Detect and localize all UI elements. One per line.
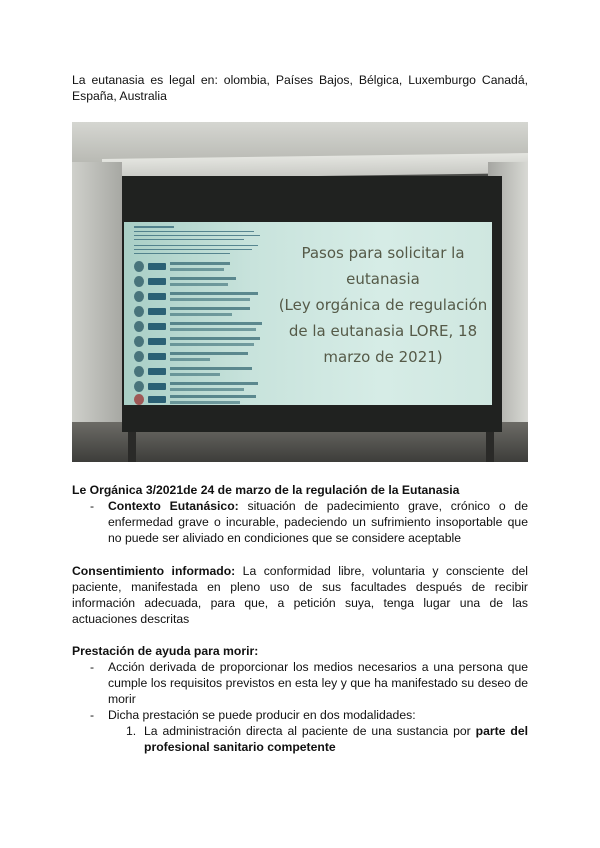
report-icon bbox=[134, 381, 144, 392]
step-text-line bbox=[170, 292, 258, 295]
slide-steps-column bbox=[130, 226, 268, 402]
intro-paragraph: La eutanasia es legal en: olombia, Países Bajos, Bélgica, Luxemburgo Canadá, España, Australia bbox=[72, 73, 528, 103]
step-text-line bbox=[170, 283, 228, 286]
doctor-icon bbox=[134, 291, 144, 302]
step-text-line bbox=[170, 367, 252, 370]
consentimiento-term: Consentimiento informado: bbox=[72, 564, 236, 578]
law-heading: Le Orgánica 3/2021de 24 de marzo de la regulación de la Eutanasia bbox=[72, 483, 460, 497]
step-text-line bbox=[170, 352, 248, 355]
step-text-line bbox=[170, 277, 236, 280]
step-text-line bbox=[170, 358, 210, 361]
person-icon bbox=[134, 261, 144, 272]
step-tag bbox=[148, 368, 166, 375]
modalidades-list bbox=[72, 723, 528, 755]
modalidad-item bbox=[72, 723, 528, 755]
slide-title-line: eutanasia bbox=[346, 270, 420, 288]
list-dash: - bbox=[90, 499, 95, 513]
slide-title-line: marzo de 2021) bbox=[323, 348, 443, 366]
list-number: 1. bbox=[126, 724, 137, 738]
projected-slide bbox=[124, 222, 492, 405]
slide-step bbox=[134, 350, 270, 365]
slide-text-line bbox=[134, 253, 230, 254]
step-tag bbox=[148, 338, 166, 345]
step-tag bbox=[148, 396, 166, 403]
consentimiento-paragraph bbox=[72, 563, 528, 627]
consultant-icon bbox=[134, 306, 144, 317]
commission-icon bbox=[134, 351, 144, 362]
people-icon bbox=[134, 336, 144, 347]
slide-title-line: Pasos para solicitar la bbox=[301, 244, 465, 262]
step-text-line bbox=[170, 307, 250, 310]
step-text-line bbox=[170, 373, 220, 376]
step-text-line bbox=[170, 388, 244, 391]
step-tag bbox=[148, 383, 166, 390]
screen-stand-right bbox=[486, 432, 494, 462]
medical-icon bbox=[134, 321, 144, 332]
slide-text-line bbox=[134, 245, 258, 246]
slide-text-line bbox=[134, 235, 260, 236]
consentimiento-text: La conformidad libre, voluntaria y consciente del paciente, manifestada en pleno uso de sus facultades después de recibir información adecuada, para que, a petición suya, tenga lugar una de las actuaciones descritas bbox=[72, 564, 528, 626]
prestacion-item-text: Dicha prestación se puede producir en dos modalidades: bbox=[108, 708, 416, 722]
slide-step bbox=[134, 290, 270, 305]
contexto-list bbox=[72, 498, 528, 546]
prestacion-item bbox=[72, 707, 528, 723]
step-text-line bbox=[170, 401, 240, 404]
document-icon bbox=[134, 276, 144, 287]
step-tag bbox=[148, 308, 166, 315]
contexto-term: Contexto Eutanásico: bbox=[108, 499, 239, 513]
slide-step bbox=[134, 335, 270, 350]
step-text-line bbox=[170, 395, 256, 398]
step-tag bbox=[148, 293, 166, 300]
slide-text-line bbox=[134, 226, 174, 228]
prestacion-item bbox=[72, 659, 528, 707]
step-tag bbox=[148, 263, 166, 270]
step-text-line bbox=[170, 382, 258, 385]
step-tag bbox=[148, 278, 166, 285]
step-text-line bbox=[170, 343, 254, 346]
slide-title-line: (Ley orgánica de regulación bbox=[278, 296, 488, 314]
contexto-item bbox=[72, 498, 528, 546]
step-text-line bbox=[170, 268, 224, 271]
modalidad-text: La administración directa al paciente de una sustancia por bbox=[144, 724, 476, 738]
modalidad-bold: parte del profesional sanitario competente bbox=[144, 724, 528, 754]
step-tag bbox=[148, 353, 166, 360]
slide-step bbox=[134, 365, 270, 380]
slide-step bbox=[134, 260, 270, 275]
slide-text-line bbox=[134, 239, 244, 240]
step-text-line bbox=[170, 313, 232, 316]
slide-step bbox=[134, 275, 270, 290]
step-text-line bbox=[170, 337, 260, 340]
slide-text-line bbox=[134, 231, 254, 232]
slide-title-line: de la eutanasia LORE, 18 bbox=[288, 322, 478, 340]
slide-title bbox=[274, 240, 492, 370]
slide-step bbox=[134, 393, 270, 408]
prestacion-list bbox=[72, 659, 528, 723]
prestacion-heading: Prestación de ayuda para morir: bbox=[72, 644, 259, 658]
list-dash: - bbox=[90, 708, 95, 722]
photo-wall-left bbox=[72, 162, 122, 462]
step-text-line bbox=[170, 262, 230, 265]
contexto-text: situación de padecimiento grave, crónico o de enfermedad grave o incurable, padeciendo un sufrimiento insoportable que no puede ser aliviado en condiciones que se considere aceptable bbox=[108, 499, 528, 545]
chat-icon bbox=[134, 366, 144, 377]
step-text-line bbox=[170, 298, 250, 301]
step-tag bbox=[148, 323, 166, 330]
step-text-line bbox=[170, 322, 262, 325]
heart-icon bbox=[134, 394, 144, 405]
slide-step bbox=[134, 320, 270, 335]
step-text-line bbox=[170, 328, 256, 331]
slide-text-line bbox=[134, 249, 252, 250]
projector-photo bbox=[72, 122, 528, 462]
slide-step bbox=[134, 305, 270, 320]
list-dash: - bbox=[90, 660, 95, 674]
screen-stand-left bbox=[128, 432, 136, 462]
prestacion-item-text: Acción derivada de proporcionar los medios necesarios a una persona que cumple los requisitos previstos en esta ley y que ha manifestado su deseo de morir bbox=[108, 660, 528, 706]
